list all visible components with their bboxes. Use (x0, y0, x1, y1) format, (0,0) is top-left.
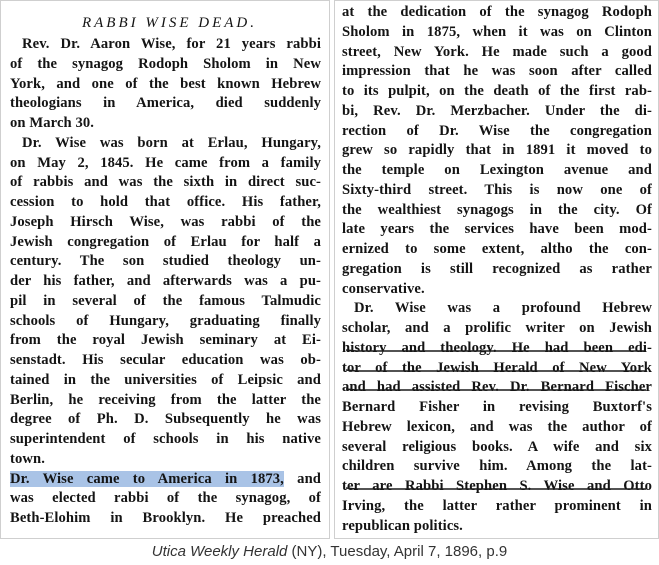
column-line-highlighted (10, 470, 321, 490)
column-line: Joseph Hirsch Wise, was rabbi of the (10, 213, 321, 230)
column-line: street, New York. He made such a good (342, 43, 652, 60)
column-line: Bernard Fisher in revising Buxtorf's (342, 399, 652, 415)
column-line: century. The son studied theology un- (10, 253, 321, 270)
column-line: York, and one of the best known Hebrew (10, 75, 321, 92)
article-headline: RABBI WISE DEAD. (81, 15, 258, 31)
column-line: Irving, the latter rather prominent in (342, 497, 652, 514)
column-line: Rev. Dr. Aaron Wise, for 21 years rabbi (22, 36, 321, 52)
column-line: der his father, and afterwards was a pu- (10, 273, 321, 289)
left-column-text-end (10, 489, 321, 529)
column-line: republican politics. (342, 517, 463, 534)
column-line-scribbled: ter are Rabbi Stephen S. Wise and Otto (342, 477, 652, 497)
column-line: Dr. Wise was a profound Hebrew (354, 300, 652, 317)
highlighted-sentence[interactable]: Dr. Wise came to America in 1873, (10, 470, 284, 487)
right-column-text (342, 3, 652, 536)
column-line: schools of Hungary, graduating finally (10, 312, 321, 329)
column-line-scribbled: history and theology. He had been edi- (342, 339, 652, 359)
column-line: cession to hold that office. His father, (10, 194, 321, 210)
column-line: at the dedication of the synagog Rodoph (342, 4, 652, 20)
column-line-scribbled: and had assisted Rev. Dr. Bernard Fischer (342, 378, 652, 398)
column-line: of rabbis and was the sixth in direct suc- (10, 174, 321, 191)
column-line: Jewish congregation of Erlau for half a (10, 233, 321, 250)
column-line: children survive him. Among the lat- (342, 458, 652, 475)
column-line: late years the services have been mod- (342, 221, 652, 238)
column-line: conservative. (342, 280, 425, 297)
column-line: superintendent of schools in his native (10, 431, 321, 447)
column-line: on March 30. (10, 115, 95, 131)
column-line: Sixty-third street. This is now one of (342, 181, 652, 198)
column-line: several religious books. A wife and six (342, 438, 652, 455)
column-line: Dr. Wise was born at Erlau, Hungary, (22, 134, 321, 151)
newspaper-clipping-right (334, 0, 659, 539)
column-line: Berlin, he receiving from the latter the (10, 391, 321, 408)
newspaper-clipping-left (0, 0, 330, 539)
caption-publication: Utica Weekly Herald (151, 543, 288, 560)
column-line: from the royal Jewish seminary at Ei- (10, 332, 321, 349)
column-line: impression that he was soon after called (342, 63, 652, 80)
column-line: Sholom in 1875, when it was on Clinton (342, 23, 652, 40)
scribble-strikethrough (342, 378, 652, 398)
column-line: to its pulpit, on the death of the first rab- (342, 83, 652, 99)
scribble-strikethrough (342, 359, 652, 379)
column-line: tained in the universities of Leipsic and (10, 371, 321, 388)
column-line: senstadt. His secular education was ob- (10, 352, 321, 368)
column-line: the temple on Lexington avenue and (342, 162, 652, 178)
column-line: town. (10, 450, 45, 467)
scribble-strikethrough (342, 339, 652, 359)
caption-details: (NY), Tuesday, April 7, 1896, p.9 (287, 543, 508, 560)
column-line: gregation is still recognized as rather (342, 260, 652, 277)
highlight-tail-text: and (283, 470, 321, 487)
column-line: on May 2, 1845. He came from a family (10, 154, 321, 171)
column-line: Hebrew lexicon, and was the author of (342, 418, 652, 435)
column-line: scholar, and a prolific writer on Jewish (342, 320, 652, 336)
column-line: Beth-Elohim in Brooklyn. He preached (10, 510, 321, 526)
column-line: pil in several of the famous Talmudic (10, 292, 321, 309)
left-column-text (10, 35, 321, 470)
column-line: theologians in America, died suddenly (10, 95, 321, 112)
column-line: bi, Rev. Dr. Merzbacher. Under the di- (342, 102, 652, 119)
column-line-scribbled: tor of the Jewish Herald of New York (342, 359, 652, 379)
column-line: the wealthiest synagogs in the city. Of (342, 201, 652, 218)
column-line: was elected rabbi of the synagog, of (10, 490, 321, 507)
column-line: grew so rapidly that in 1891 it moved to (342, 142, 652, 159)
column-line: of the synagog Rodoph Sholom in New (10, 55, 321, 72)
column-line: ernized to some extent, altho the con- (342, 241, 652, 257)
column-line: rection of Dr. Wise the congregation (342, 122, 652, 139)
column-line: degree of Ph. D. Subsequently he was (10, 411, 321, 428)
source-caption (0, 541, 659, 563)
scribble-strikethrough (342, 477, 652, 497)
